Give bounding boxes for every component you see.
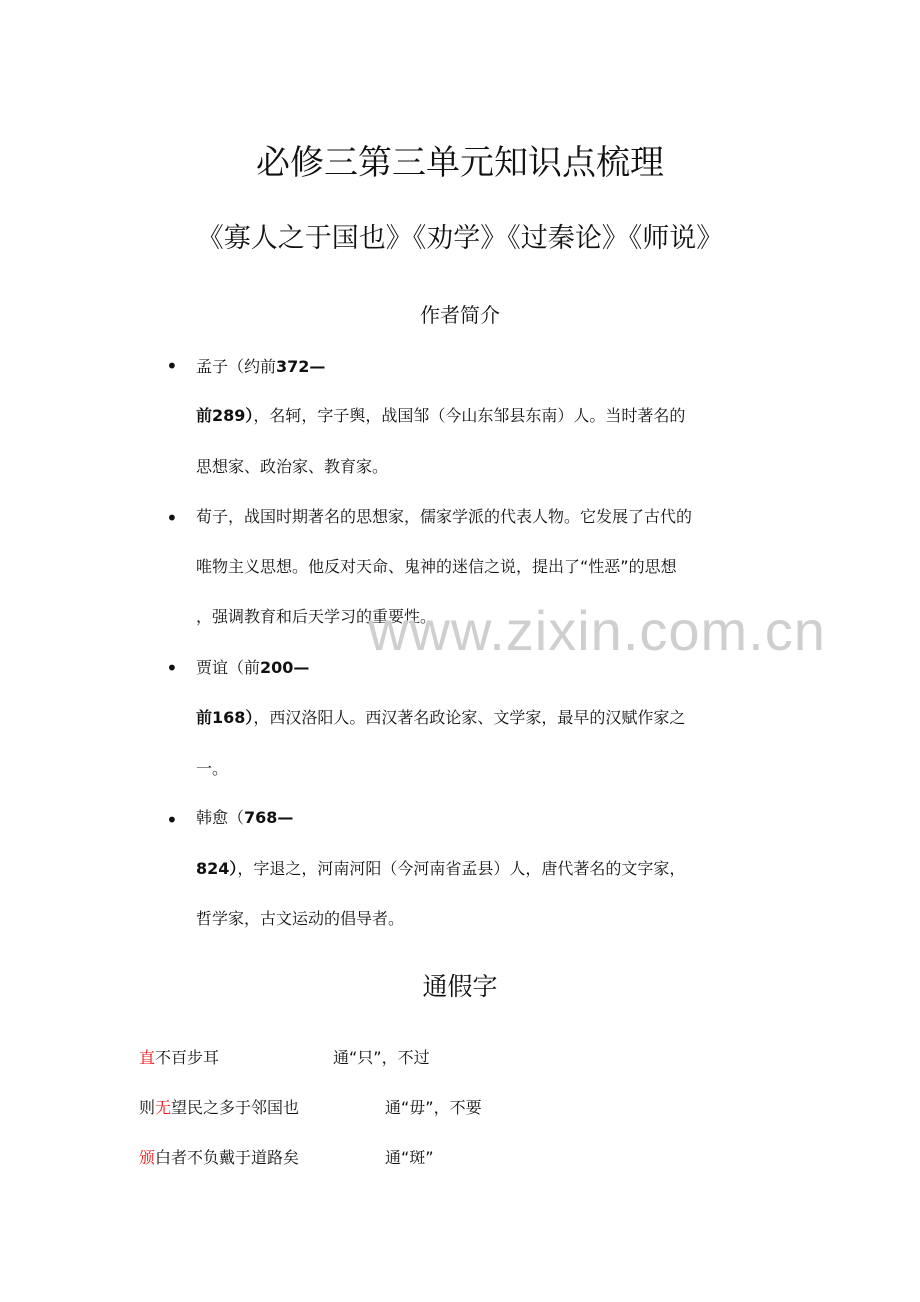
author-line: ，强调教育和后天学习的重要性。 [196,607,437,626]
tongjia-note: 通“斑” [385,1148,434,1167]
watermark: www.zixin.com.cn [368,599,826,662]
author-head: 孟子（约前372— [196,357,326,376]
author-line: 824），字退之，河南河阳（今河南省孟县）人，唐代著名的文字家， [196,859,686,878]
author-head: 韩愈（768— [196,808,294,827]
bullet-icon: • [166,656,178,680]
tongjia-heading: 通假字 [422,972,498,1001]
bullet-icon: • [166,506,178,530]
author-line: 哲学家，古文运动的倡导者。 [196,909,405,928]
bullet-icon: • [166,808,178,832]
author-line: 唯物主义思想。他反对天命、鬼神的迷信之说，提出了“性恶”的思想 [196,557,677,576]
tongjia-note: 通“只”，不过 [333,1048,430,1067]
authors-heading: 作者简介 [420,303,500,327]
tongjia-note: 通“毋”，不要 [385,1098,482,1117]
author-line: 一。 [196,759,229,778]
author-line: 荀子，战国时期著名的思想家，儒家学派的代表人物。它发展了古代的 [196,507,693,526]
author-head: 贾谊（前200— [196,658,310,677]
tongjia-sentence: 直不百步耳 [139,1048,220,1067]
author-line: 思想家、政治家、教育家。 [196,457,389,476]
author-line: 前289），名轲，字子舆，战国邹（今山东邹县东南）人。当时著名的 [196,406,686,425]
tongjia-sentence: 则无望民之多于邻国也 [139,1098,300,1117]
bullet-icon: • [166,354,178,378]
page-subtitle: 《寡人之于国也》《劝学》《过秦论》《师说》 [196,223,724,254]
page-title: 必修三第三单元知识点梳理 [256,143,664,183]
tongjia-sentence: 颁白者不负戴于道路矣 [139,1148,300,1167]
author-line: 前168），西汉洛阳人。西汉著名政论家、文学家，最早的汉赋作家之 [196,708,686,727]
